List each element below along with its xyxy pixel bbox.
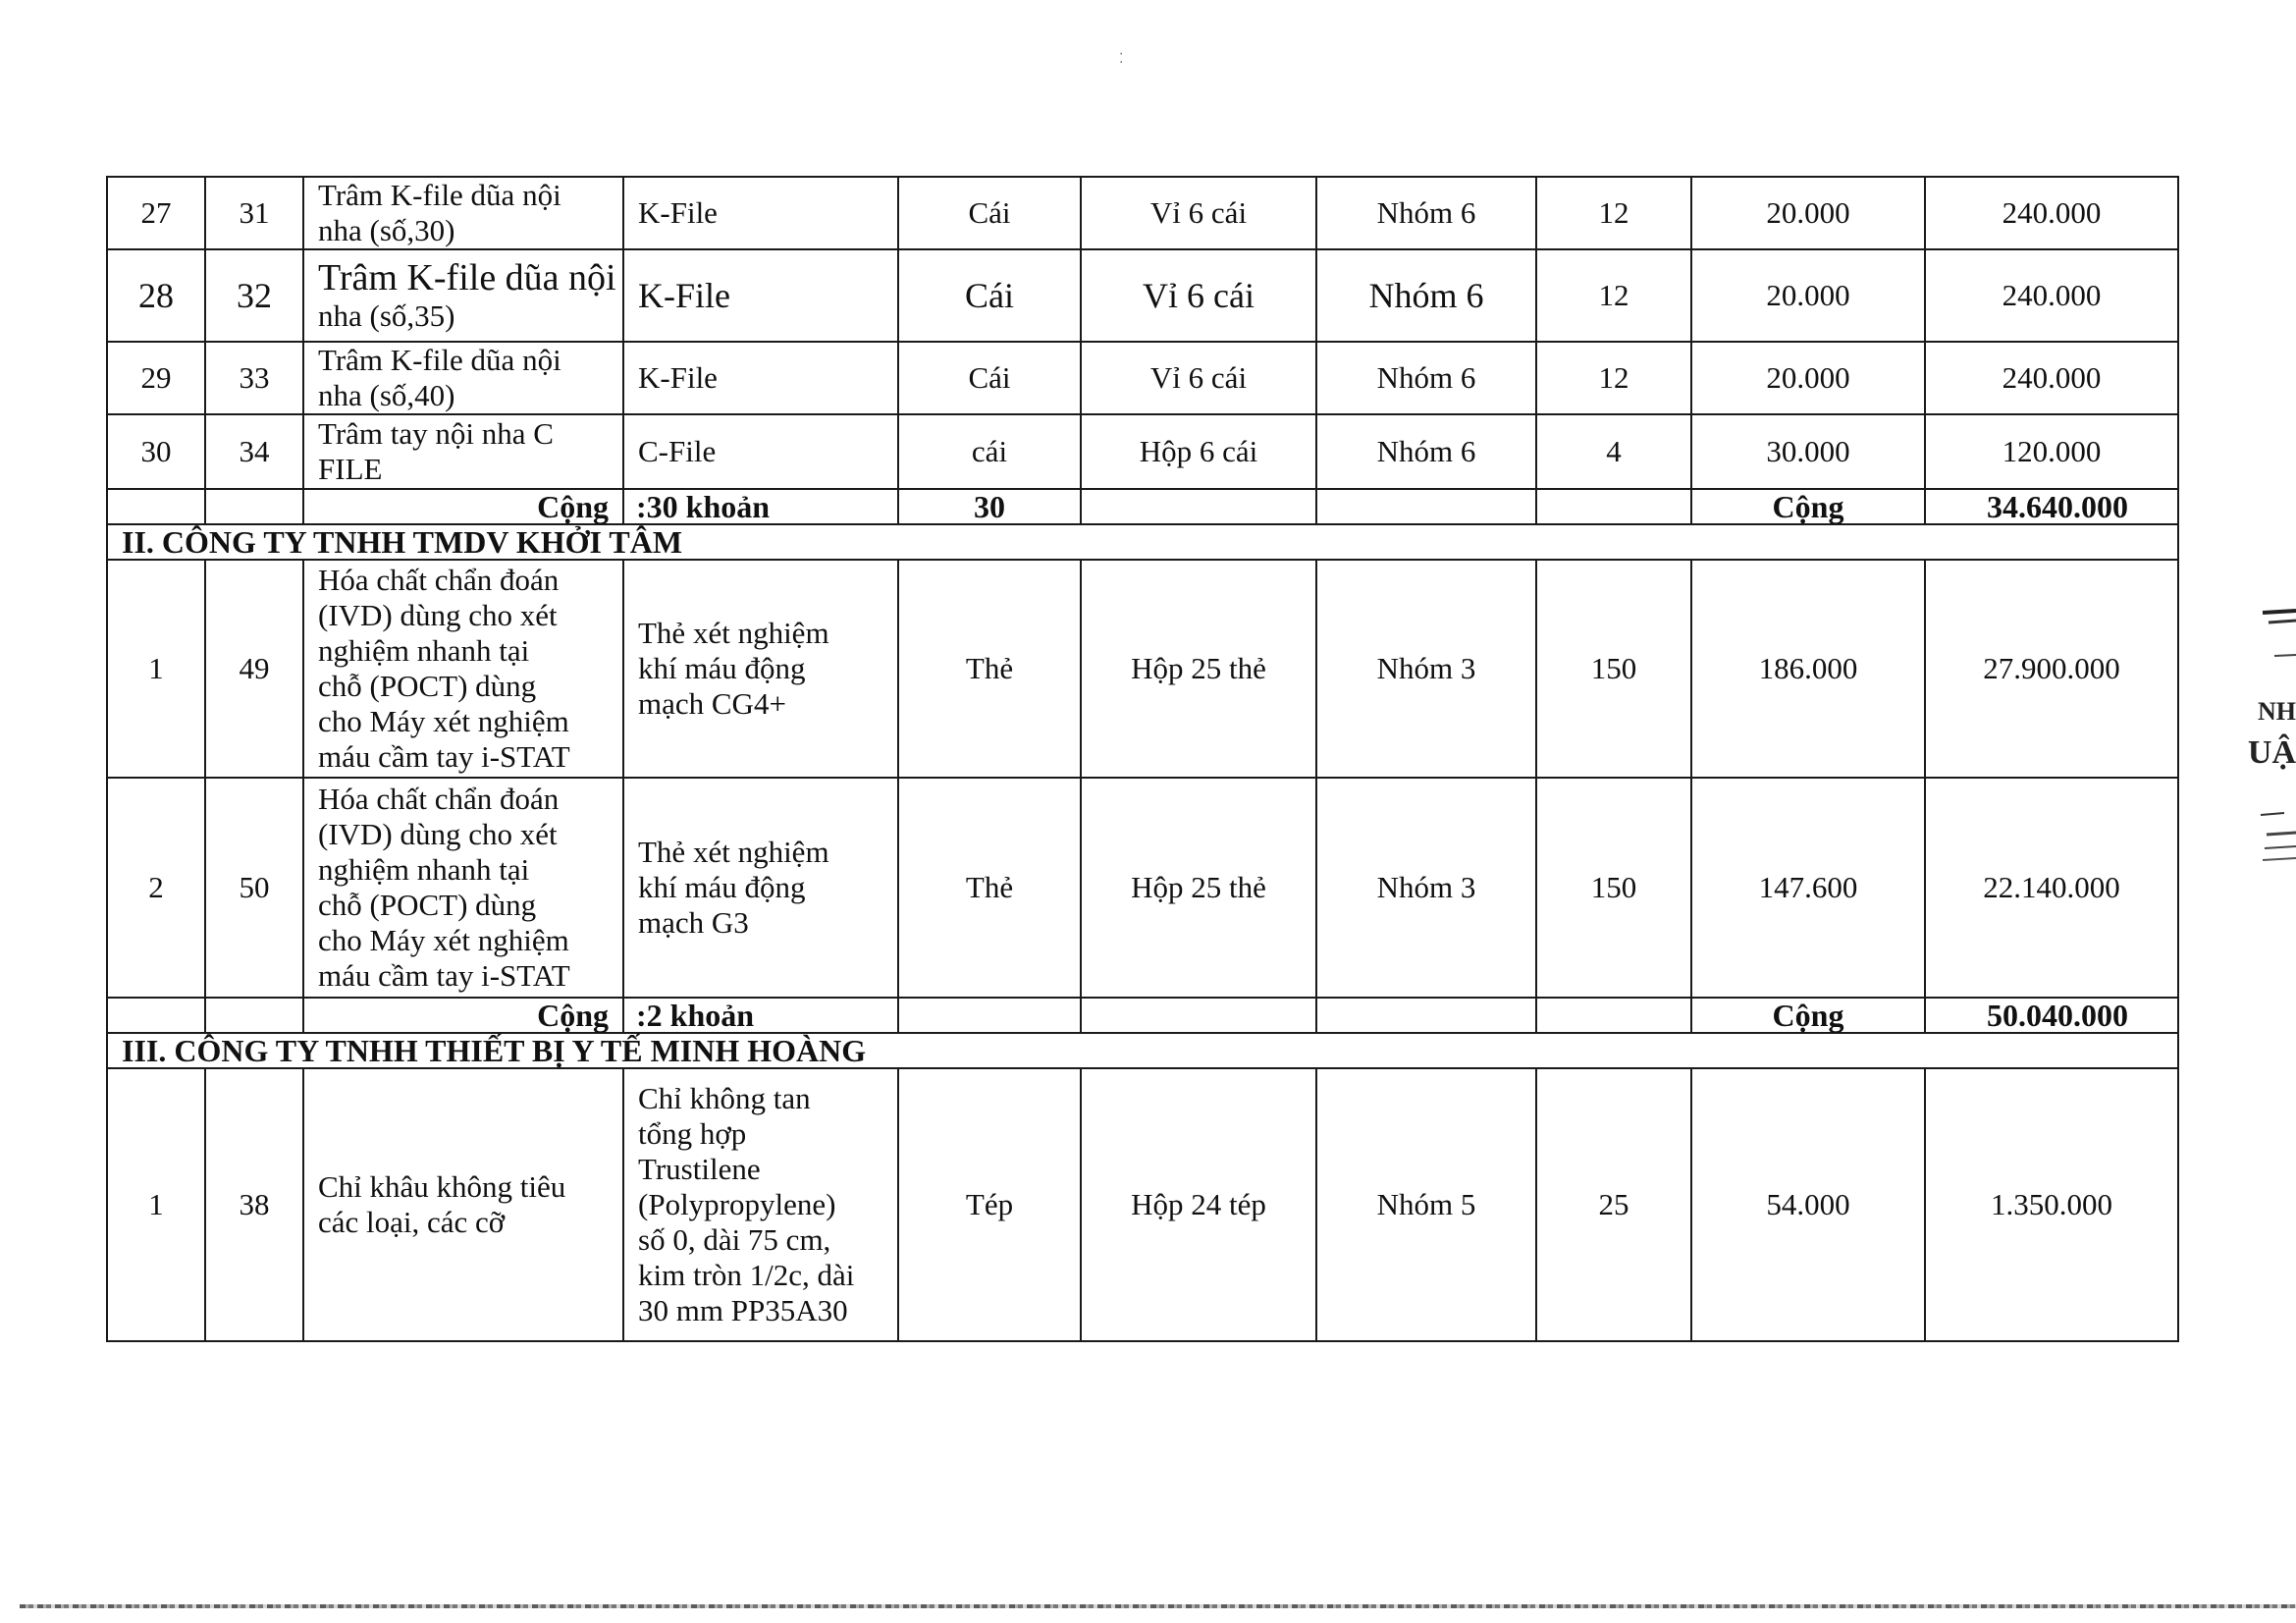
subtotal-row bbox=[107, 998, 2178, 1033]
stamp-fragment bbox=[2247, 599, 2296, 874]
spec-cell: K-File bbox=[623, 342, 898, 414]
stt-cell: 29 bbox=[107, 342, 205, 414]
stt-cell: 28 bbox=[107, 249, 205, 342]
subtotal-label-2: Cộng bbox=[1691, 489, 1925, 524]
table-row bbox=[107, 414, 2178, 489]
spec-cell: Thẻ xét nghiệm khí máu động mạch CG4+ bbox=[623, 560, 898, 778]
item-name-cell: Chỉ khâu không tiêu các loại, các cỡ bbox=[303, 1068, 623, 1341]
packaging-cell: Vỉ 6 cái bbox=[1081, 342, 1316, 414]
group-cell: Nhóm 3 bbox=[1316, 560, 1536, 778]
code-cell: 38 bbox=[205, 1068, 303, 1341]
stt-cell: 1 bbox=[107, 1068, 205, 1341]
unit-price-cell: 20.000 bbox=[1691, 249, 1925, 342]
unit-cell: Tép bbox=[898, 1068, 1081, 1341]
empty-cell bbox=[205, 998, 303, 1033]
amount-cell: 1.350.000 bbox=[1925, 1068, 2178, 1341]
amount-cell: 240.000 bbox=[1925, 177, 2178, 249]
table-row bbox=[107, 1068, 2178, 1341]
empty-cell bbox=[898, 998, 1081, 1033]
subtotal-label: Cộng bbox=[303, 998, 623, 1033]
subtotal-quantity: 30 bbox=[898, 489, 1081, 524]
procurement-table bbox=[106, 176, 2179, 1342]
code-cell: 31 bbox=[205, 177, 303, 249]
quantity-cell: 12 bbox=[1536, 342, 1691, 414]
unit-price-cell: 186.000 bbox=[1691, 560, 1925, 778]
packaging-cell: Hộp 25 thẻ bbox=[1081, 560, 1316, 778]
group-cell: Nhóm 6 bbox=[1316, 414, 1536, 489]
packaging-cell: Hộp 6 cái bbox=[1081, 414, 1316, 489]
subtotal-item-count: :30 khoản bbox=[623, 489, 898, 524]
empty-cell bbox=[1081, 998, 1316, 1033]
packaging-cell: Hộp 24 tép bbox=[1081, 1068, 1316, 1341]
spec-cell: Chỉ không tan tổng hợp Trustilene (Polypropylene) số 0, dài 75 cm, kim tròn 1/2c, dài 30 mm PP35A30 bbox=[623, 1068, 898, 1341]
empty-cell bbox=[1536, 489, 1691, 524]
unit-cell: Thẻ bbox=[898, 560, 1081, 778]
quantity-cell: 4 bbox=[1536, 414, 1691, 489]
item-name-cell: Trâm K-file dũa nội nha (số,40) bbox=[303, 342, 623, 414]
quantity-cell: 12 bbox=[1536, 249, 1691, 342]
subtotal-item-count: :2 khoản bbox=[623, 998, 898, 1033]
empty-cell bbox=[107, 998, 205, 1033]
item-name-line: nha (số,35) bbox=[318, 298, 455, 333]
amount-cell: 27.900.000 bbox=[1925, 560, 2178, 778]
stt-cell: 30 bbox=[107, 414, 205, 489]
table-row bbox=[107, 177, 2178, 249]
group-cell: Nhóm 6 bbox=[1316, 177, 1536, 249]
packaging-cell: Hộp 25 thẻ bbox=[1081, 778, 1316, 998]
unit-price-cell: 30.000 bbox=[1691, 414, 1925, 489]
subtotal-label-2: Cộng bbox=[1691, 998, 1925, 1033]
code-cell: 32 bbox=[205, 249, 303, 342]
item-name-line: Trâm K-file dũa nội bbox=[318, 257, 616, 298]
unit-cell: Thẻ bbox=[898, 778, 1081, 998]
item-name-cell: Hóa chất chẩn đoán (IVD) dùng cho xét nghiệm nhanh tại chỗ (POCT) dùng cho Máy xét nghiệm máu cầm tay i-STAT bbox=[303, 778, 623, 998]
unit-cell: Cái bbox=[898, 342, 1081, 414]
spec-cell: C-File bbox=[623, 414, 898, 489]
amount-cell: 120.000 bbox=[1925, 414, 2178, 489]
empty-cell bbox=[1536, 998, 1691, 1033]
unit-cell: Cái bbox=[898, 177, 1081, 249]
scan-edge-strip bbox=[20, 1604, 2296, 1608]
table-row bbox=[107, 249, 2178, 342]
item-name-cell bbox=[303, 249, 623, 342]
item-name-cell: Hóa chất chẩn đoán (IVD) dùng cho xét nghiệm nhanh tại chỗ (POCT) dùng cho Máy xét nghiệm máu cầm tay i-STAT bbox=[303, 560, 623, 778]
code-cell: 50 bbox=[205, 778, 303, 998]
scan-speck: ⁚ bbox=[1119, 52, 1124, 67]
stt-cell: 1 bbox=[107, 560, 205, 778]
group-cell: Nhóm 5 bbox=[1316, 1068, 1536, 1341]
stt-cell: 27 bbox=[107, 177, 205, 249]
unit-price-cell: 147.600 bbox=[1691, 778, 1925, 998]
section-title: II. CÔNG TY TNHH TMDV KHỞI TÂM bbox=[107, 524, 2178, 560]
table-row bbox=[107, 560, 2178, 778]
unit-cell: Cái bbox=[898, 249, 1081, 342]
empty-cell bbox=[1316, 998, 1536, 1033]
section-title: III. CÔNG TY TNHH THIẾT BỊ Y TẾ MINH HOÀNG bbox=[107, 1033, 2178, 1068]
spec-cell: K-File bbox=[623, 249, 898, 342]
empty-cell bbox=[205, 489, 303, 524]
subtotal-row bbox=[107, 489, 2178, 524]
unit-price-cell: 54.000 bbox=[1691, 1068, 1925, 1341]
item-name-cell: Trâm tay nội nha C FILE bbox=[303, 414, 623, 489]
packaging-cell: Vỉ 6 cái bbox=[1081, 249, 1316, 342]
group-cell: Nhóm 3 bbox=[1316, 778, 1536, 998]
quantity-cell: 150 bbox=[1536, 778, 1691, 998]
stamp-text-fragment: UẬ bbox=[2247, 734, 2296, 771]
spec-cell: Thẻ xét nghiệm khí máu động mạch G3 bbox=[623, 778, 898, 998]
subtotal-amount: 50.040.000 bbox=[1925, 998, 2178, 1033]
code-cell: 34 bbox=[205, 414, 303, 489]
stt-cell: 2 bbox=[107, 778, 205, 998]
spec-cell: K-File bbox=[623, 177, 898, 249]
empty-cell bbox=[107, 489, 205, 524]
amount-cell: 22.140.000 bbox=[1925, 778, 2178, 998]
table-row bbox=[107, 342, 2178, 414]
table-row bbox=[107, 778, 2178, 998]
empty-cell bbox=[1081, 489, 1316, 524]
quantity-cell: 150 bbox=[1536, 560, 1691, 778]
item-name-cell: Trâm K-file dũa nội nha (số,30) bbox=[303, 177, 623, 249]
code-cell: 49 bbox=[205, 560, 303, 778]
subtotal-amount: 34.640.000 bbox=[1925, 489, 2178, 524]
group-cell: Nhóm 6 bbox=[1316, 249, 1536, 342]
packaging-cell: Vỉ 6 cái bbox=[1081, 177, 1316, 249]
quantity-cell: 12 bbox=[1536, 177, 1691, 249]
unit-price-cell: 20.000 bbox=[1691, 342, 1925, 414]
subtotal-label: Cộng bbox=[303, 489, 623, 524]
unit-price-cell: 20.000 bbox=[1691, 177, 1925, 249]
code-cell: 33 bbox=[205, 342, 303, 414]
amount-cell: 240.000 bbox=[1925, 249, 2178, 342]
empty-cell bbox=[1316, 489, 1536, 524]
section-header-row bbox=[107, 524, 2178, 560]
group-cell: Nhóm 6 bbox=[1316, 342, 1536, 414]
amount-cell: 240.000 bbox=[1925, 342, 2178, 414]
quantity-cell: 25 bbox=[1536, 1068, 1691, 1341]
section-header-row bbox=[107, 1033, 2178, 1068]
unit-cell: cái bbox=[898, 414, 1081, 489]
stamp-text-fragment: NH bbox=[2258, 697, 2296, 726]
